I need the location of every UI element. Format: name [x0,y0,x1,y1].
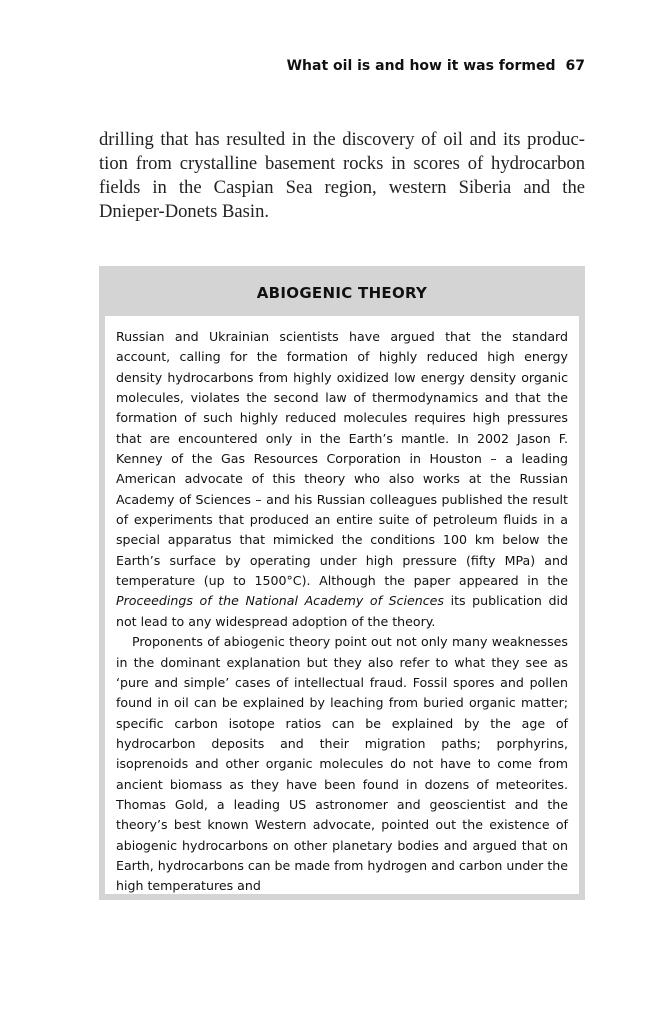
box-content [105,316,579,894]
sidebar-box [99,266,585,900]
page-number: 67 [565,58,585,74]
running-title: What oil is and how it was formed [286,58,556,74]
running-head [287,58,585,74]
box-paragraph-1 [116,327,568,632]
box-paragraph-1-part-2: its publication did not lead to any widespread adoption of the theory. [116,593,568,629]
box-paragraph-2: Proponents of abiogenic theory point out not only many weaknesses in the dominant explanation but they also refer to what they see as ‘pure and simple’ cases of intellectual fraud. Fossil spores and pollen found in oil can be explained by leaching from buried organic matter; specific carbon isotope ratios can be explained by the age of hydrocarbon deposits and their migration paths; porphyrins, isoprenoids and other organic molecules do not have to come from ancient biomass as they have been found in dozens of meteorites. Thomas Gold, a leading US astronomer and geoscientist and the theory’s best known Western advocate, pointed out the existence of abiogenic hydrocarbons on other planetary bodies and argued that on Earth, hydrocarbons can be made from hydrogen and carbon under the high temperatures and [116,634,568,894]
body-paragraph: drilling that has resulted in the discovery of oil and its production from crystalline basement rocks in scores of hydrocarbon fields in the Caspian Sea region, western Siberia and the Dnieper-Donets Basin. [99,129,585,222]
box-paragraph-1-part-1: Russian and Ukrainian scientists have argued that the standard account, calling for the formation of highly reduced high energy density hydrocarbons from highly oxidized low energy density organic molecules, violates the second law of thermodynamics and that the formation of such highly reduced molecules requires high pressures that are encountered only in the Earth’s mantle. In 2002 Jason F. Kenney of the Gas Resources Corporation in Houston – a leading American advocate of this theory who also works at the Russian Academy of Sciences – and his Russian colleagues published the result of experiments that produced an entire suite of petroleum fluids in a special apparatus that mimicked the conditions 100 km below the Earth’s surface by operating under high pressure (fifty MPa) and temperature (up to 1500°C). Although the paper appeared in the [116,329,568,589]
journal-title: Proceedings of the National Academy of Sciences [116,593,444,609]
box-title: ABIOGENIC THEORY [256,284,428,302]
box-text [116,327,568,897]
